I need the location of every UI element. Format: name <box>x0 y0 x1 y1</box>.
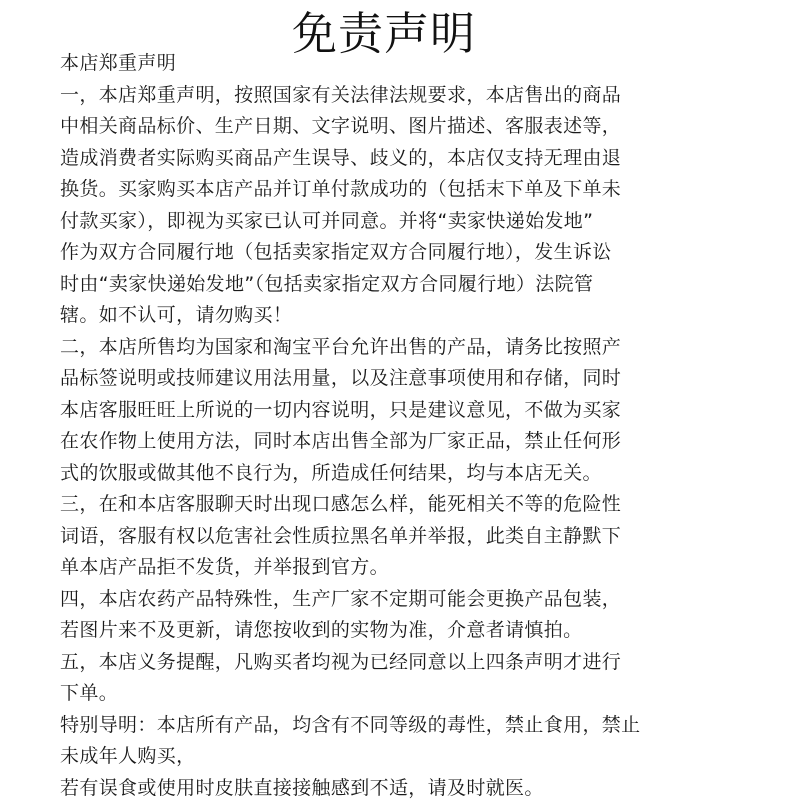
text-line: 付款买家），即视为买家已认可并同意。并将“卖家快递始发地” <box>60 206 750 238</box>
text-line: 三，在和本店客服聊天时出现口感怎么样，能死相关不等的危险性 <box>60 489 750 521</box>
text-line: 时由“卖家快递始发地”（包括卖家指定双方合同履行地）法院管 <box>60 269 750 301</box>
text-line: 本店客服旺旺上所说的一切内容说明，只是建议意见，不做为买家 <box>60 395 750 427</box>
text-line: 本店郑重声明 <box>60 48 750 80</box>
text-line: 一，本店郑重声明，按照国家有关法律法规要求，本店售出的商品 <box>60 80 750 112</box>
text-line: 作为双方合同履行地（包括卖家指定双方合同履行地），发生诉讼 <box>60 237 750 269</box>
text-line: 品标签说明或技师建议用法用量，以及注意事项使用和存储，同时 <box>60 363 750 395</box>
text-line: 若有误食或使用时皮肤直接接触感到不适，请及时就医。 <box>60 773 750 804</box>
text-line: 特别导明：本店所有产品，均含有不同等级的毒性，禁止食用，禁止 <box>60 710 750 742</box>
text-line: 词语，客服有权以危害社会性质拉黑名单并举报，此类自主静默下 <box>60 521 750 553</box>
disclaimer-body <box>60 48 750 804</box>
text-line: 未成年人购买， <box>60 741 750 773</box>
text-line: 在农作物上使用方法，同时本店出售全部为厂家正品，禁止任何形 <box>60 426 750 458</box>
text-line: 五，本店义务提醒，凡购买者均视为已经同意以上四条声明才进行 <box>60 647 750 679</box>
text-line: 单本店产品拒不发货，并举报到官方。 <box>60 552 750 584</box>
text-line: 式的饮服或做其他不良行为，所造成任何结果，均与本店无关。 <box>60 458 750 490</box>
text-line: 四，本店农药产品特殊性，生产厂家不定期可能会更换产品包装， <box>60 584 750 616</box>
text-line: 造成消费者实际购买商品产生误导、歧义的，本店仅支持无理由退 <box>60 143 750 175</box>
text-line: 辖。如不认可，请勿购买！ <box>60 300 750 332</box>
document-title: 免责声明 <box>0 4 768 64</box>
text-line: 中相关商品标价、生产日期、文字说明、图片描述、客服表述等， <box>60 111 750 143</box>
text-line: 二，本店所售均为国家和淘宝平台允许出售的产品，请务比按照产 <box>60 332 750 364</box>
text-line: 下单。 <box>60 678 750 710</box>
text-line: 若图片来不及更新，请您按收到的实物为准，介意者请慎拍。 <box>60 615 750 647</box>
text-line: 换货。买家购买本店产品并订单付款成功的（包括末下单及下单未 <box>60 174 750 206</box>
